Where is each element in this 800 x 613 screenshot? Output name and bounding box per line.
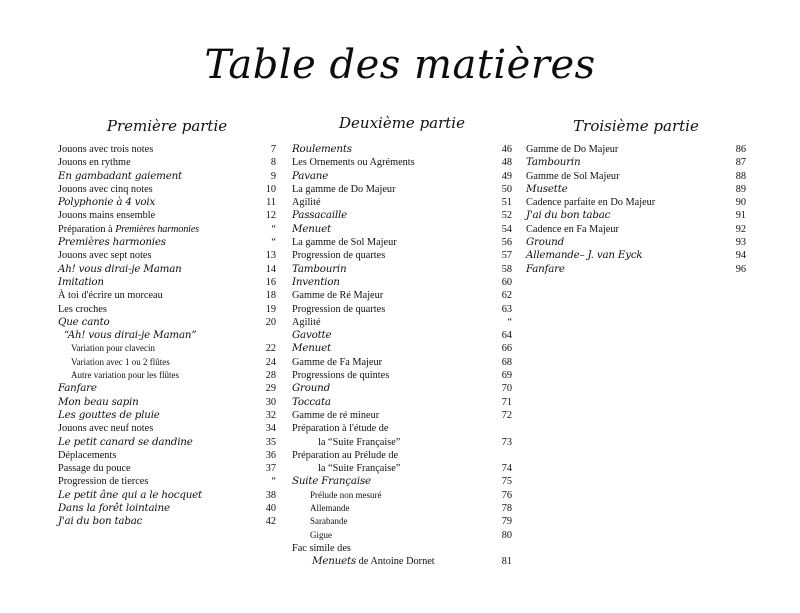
entry-page-number: 14 [265, 263, 276, 275]
entry-title: Suite Française [292, 475, 371, 488]
toc-entry [292, 529, 512, 542]
entry-page-number: “ [271, 476, 276, 488]
entry-title: Musette [526, 182, 568, 195]
entry-title: Toccata [292, 395, 331, 408]
entry-page-number: 81 [501, 556, 512, 568]
toc-entry [292, 382, 512, 395]
toc-entry [58, 289, 276, 302]
entry-title: Prélude non mesuré [310, 489, 382, 500]
entry-title [58, 223, 250, 236]
toc-entry [58, 303, 276, 316]
entry-page-number: 91 [735, 210, 746, 222]
entry-title: Fanfare [526, 262, 565, 275]
entry-page-number: 10 [265, 183, 276, 195]
toc-entry [58, 462, 276, 475]
entry-title: Tambourin [526, 156, 581, 169]
toc-entry [292, 183, 512, 196]
entry-page-number: 68 [501, 356, 512, 368]
toc-entry [58, 396, 276, 409]
entry-page-number: 22 [265, 343, 276, 355]
part-heading: Deuxième partie [339, 114, 465, 132]
toc-entry [58, 156, 276, 169]
entry-page-number: 71 [501, 396, 512, 408]
entry-page-number: 19 [265, 303, 276, 315]
entry-page-number: 28 [265, 370, 276, 382]
entry-title: Menuet [292, 342, 331, 355]
entry-title: la “Suite Française” [318, 436, 401, 448]
toc-entry [58, 382, 276, 395]
entry-title: Jouons avec neuf notes [58, 423, 154, 435]
entry-page-number: “ [507, 316, 512, 328]
toc-entry [292, 263, 512, 276]
entry-title: Agilité [292, 316, 321, 328]
entry-page-number: 88 [735, 170, 746, 182]
entry-title: Gamme de ré mineur [292, 409, 380, 421]
entry-page-number: 75 [501, 476, 512, 488]
toc-entry [526, 249, 746, 262]
entry-title: Gamme de Sol Majeur [526, 170, 620, 182]
entry-title: J'ai du bon tabac [526, 209, 611, 222]
toc-entry [58, 223, 276, 236]
toc-entry [292, 422, 512, 435]
entry-title: Déplacements [58, 449, 117, 461]
entry-title: Ah! vous dirai-je Maman [58, 262, 182, 275]
toc-entry [292, 289, 512, 302]
entry-title: Gamme de Ré Majeur [292, 290, 384, 302]
toc-entry [58, 342, 276, 355]
entry-page-number: 9 [270, 170, 276, 182]
entry-title: Fac simile des [292, 542, 351, 554]
entry-page-number: 69 [501, 370, 512, 382]
toc-entry [526, 143, 746, 156]
entry-page-number: 13 [265, 250, 276, 262]
entry-title: Progressions de quintes [292, 370, 390, 382]
entry-page-number: 52 [501, 210, 512, 222]
entry-page-number: 58 [501, 263, 512, 275]
toc-entry [58, 316, 276, 329]
entry-title: Jouons avec cinq notes [58, 183, 153, 195]
toc-entry [58, 143, 276, 156]
entry-title: Passacaille [292, 209, 347, 222]
entry-title: Mon beau sapin [58, 395, 139, 408]
entry-title: Menuet [292, 222, 331, 235]
entry-title: Invention [292, 275, 340, 288]
entry-title: Le petit âne qui a le hocquet [58, 488, 202, 501]
entry-page-number: 57 [501, 250, 512, 262]
part-2-column [292, 110, 512, 569]
entry-page-number: “ [271, 237, 276, 249]
entry-page-number: 46 [501, 144, 512, 155]
toc-entry [292, 555, 512, 568]
entry-page-number: 35 [265, 436, 276, 448]
entry-title: Progression de quartes [292, 250, 386, 262]
toc-entry [526, 170, 746, 183]
toc-entry [292, 356, 512, 369]
entry-page-number: 92 [735, 223, 746, 235]
entry-title: Jouons mains ensemble [58, 210, 156, 222]
entry-page-number: 40 [265, 503, 276, 515]
toc-entry [292, 236, 512, 249]
toc-entry [292, 436, 512, 449]
entry-title: Progression de quartes [292, 303, 386, 315]
entry-title: Les croches [58, 303, 107, 315]
entry-title: Polyphonie à 4 voix [58, 196, 156, 209]
toc-entry [292, 303, 512, 316]
toc-entry [58, 449, 276, 462]
part-heading: Première partie [106, 117, 228, 135]
entry-title: En gambadant gaiement [58, 169, 182, 182]
entry-title: Cadence parfaite en Do Majeur [526, 197, 656, 209]
entry-page-number: 12 [265, 210, 276, 222]
entry-title: Autre variation pour les flûtes [71, 370, 179, 381]
entry-title: Passage du pouce [58, 463, 131, 475]
entry-page-number: 63 [501, 303, 512, 315]
toc-entry [292, 515, 512, 528]
toc-entry [292, 170, 512, 183]
entry-page-number: 56 [501, 237, 512, 249]
toc-entry [58, 236, 276, 249]
entry-title-script: Menuets [312, 555, 357, 568]
entry-page-number: 18 [265, 290, 276, 302]
entry-title: Agilité [292, 197, 321, 209]
entry-page-number: 8 [270, 157, 276, 169]
entry-title-text: Préparation à [58, 223, 116, 235]
entry-title: Gamme de Do Majeur [526, 144, 619, 155]
entry-page-number: 7 [270, 144, 276, 155]
entry-title-italic: Premières harmonies [115, 223, 199, 235]
entry-page-number: 64 [501, 330, 512, 342]
entry-title [292, 555, 486, 568]
toc-entry [58, 422, 276, 435]
toc-entry [292, 489, 512, 502]
entry-page-number: 72 [501, 409, 512, 421]
entry-title: Pavane [292, 169, 329, 182]
entry-title: Jouons avec sept notes [58, 250, 152, 262]
toc-entry [58, 369, 276, 382]
entry-page-number: 34 [265, 423, 276, 435]
toc-entry [292, 409, 512, 422]
toc-entry [292, 329, 512, 342]
entry-page-number: 54 [501, 223, 512, 235]
entry-page-number: 96 [735, 263, 746, 275]
toc-entry [292, 249, 512, 262]
toc-entry [58, 170, 276, 183]
toc-entry [58, 183, 276, 196]
entry-page-number: 89 [735, 183, 746, 195]
part-3-column [526, 113, 746, 276]
entry-title: Imitation [58, 275, 104, 288]
entry-page-number: 66 [501, 343, 512, 355]
entry-page-number: 11 [266, 197, 276, 209]
toc-entry [526, 156, 746, 169]
toc-list [292, 143, 512, 569]
entry-page-number: 73 [501, 436, 512, 448]
entry-page-number: 42 [265, 516, 276, 528]
entry-page-number: 87 [735, 157, 746, 169]
entry-title: Variation avec 1 ou 2 flûtes [71, 356, 170, 367]
entry-title: Que canto [58, 315, 110, 328]
entry-title: Préparation à l'étude de [292, 423, 389, 435]
entry-title: Dans la forêt lointaine [58, 502, 170, 515]
toc-entry [526, 209, 746, 222]
entry-page-number: “ [271, 223, 276, 235]
toc-entry [292, 209, 512, 222]
entry-title: Premières harmonies [58, 236, 166, 249]
entry-title: À toi d'écrire un morceau [58, 290, 163, 302]
toc-entry [58, 276, 276, 289]
entry-page-number: 48 [501, 157, 512, 169]
part-heading: Troisième partie [573, 117, 699, 135]
entry-page-number: 60 [501, 276, 512, 288]
entry-page-number: 32 [265, 409, 276, 421]
entry-title: la “Suite Française” [318, 463, 401, 475]
toc-entry [292, 396, 512, 409]
entry-page-number: 70 [501, 383, 512, 395]
entry-title: Les gouttes de pluie [58, 408, 160, 421]
entry-title: Gavotte [292, 329, 332, 342]
entry-page-number: 78 [501, 503, 512, 515]
toc-entry [292, 156, 512, 169]
entry-page-number: 94 [735, 250, 746, 262]
entry-page-number: 79 [501, 516, 512, 528]
entry-page-number: 16 [265, 276, 276, 288]
entry-page-number: 86 [735, 144, 746, 155]
entry-title: Jouons avec trois notes [58, 144, 154, 155]
entry-page-number: 38 [265, 489, 276, 501]
toc-entry [292, 462, 512, 475]
toc-entry [292, 196, 512, 209]
toc-entry [526, 183, 746, 196]
entry-page-number: 50 [501, 183, 512, 195]
entry-page-number: 62 [501, 290, 512, 302]
entry-page-number: 80 [501, 529, 512, 541]
entry-title: Roulements [292, 143, 352, 155]
entry-page-number: 51 [501, 197, 512, 209]
entry-title-text: de Antoine Dornet [356, 556, 435, 568]
entry-page-number: 49 [501, 170, 512, 182]
entry-title: J'ai du bon tabac [58, 515, 143, 528]
toc-entry [58, 263, 276, 276]
toc-entry [292, 143, 512, 156]
entry-page-number: 20 [265, 316, 276, 328]
entry-title: La gamme de Sol Majeur [292, 237, 397, 249]
entry-page-number: 29 [265, 383, 276, 395]
toc-entry [58, 409, 276, 422]
toc-list [526, 143, 746, 276]
entry-title: Progression de tierces [58, 476, 149, 488]
entry-title: “Ah! vous dirai-je Maman” [64, 329, 197, 342]
entry-page-number: 76 [501, 489, 512, 501]
entry-page-number: 36 [265, 449, 276, 461]
toc-entry [58, 249, 276, 262]
toc-entry [58, 209, 276, 222]
toc-entry [292, 542, 512, 555]
page-title: Table des matières [204, 42, 596, 88]
toc-entry [526, 236, 746, 249]
entry-title: Allemande [310, 503, 350, 514]
entry-title: Gamme de Fa Majeur [292, 356, 383, 368]
toc-entry [58, 475, 276, 488]
entry-title: Les Ornements ou Agréments [292, 157, 415, 169]
entry-page-number: 90 [735, 197, 746, 209]
entry-title: Variation pour clavecin [71, 343, 155, 354]
toc-entry [292, 369, 512, 382]
entry-page-number: 74 [501, 463, 512, 475]
toc-entry [58, 436, 276, 449]
toc-entry [526, 223, 746, 236]
toc-entry [292, 342, 512, 355]
toc-entry [58, 356, 276, 369]
entry-title: Allemande– J. van Eyck [526, 249, 643, 262]
toc-entry [58, 502, 276, 515]
toc-entry [526, 196, 746, 209]
entry-page-number: 37 [265, 463, 276, 475]
entry-title: Sarabande [310, 516, 348, 527]
entry-title: Gigue [310, 529, 332, 540]
toc-entry [292, 475, 512, 488]
toc-entry [292, 223, 512, 236]
entry-title: Le petit canard se dandine [58, 435, 193, 448]
toc-list [58, 143, 276, 529]
entry-title: Ground [526, 236, 565, 249]
toc-entry [292, 449, 512, 462]
entry-title: La gamme de Do Majeur [292, 183, 396, 195]
toc-entry [58, 329, 276, 342]
part-1-column [58, 113, 276, 529]
entry-page-number: 24 [265, 356, 276, 368]
entry-title: Fanfare [58, 382, 97, 395]
toc-entry [526, 263, 746, 276]
toc-entry [292, 276, 512, 289]
entry-title: Cadence en Fa Majeur [526, 223, 619, 235]
entry-title: Tambourin [292, 262, 347, 275]
toc-entry [58, 515, 276, 528]
entry-title: Jouons en rythme [58, 157, 131, 169]
entry-page-number: 30 [265, 396, 276, 408]
toc-entry [292, 502, 512, 515]
toc-entry [58, 196, 276, 209]
toc-entry [292, 316, 512, 329]
entry-title: Préparation au Prélude de [292, 449, 399, 461]
entry-page-number: 93 [735, 237, 746, 249]
toc-entry [58, 489, 276, 502]
entry-title: Ground [292, 382, 331, 395]
